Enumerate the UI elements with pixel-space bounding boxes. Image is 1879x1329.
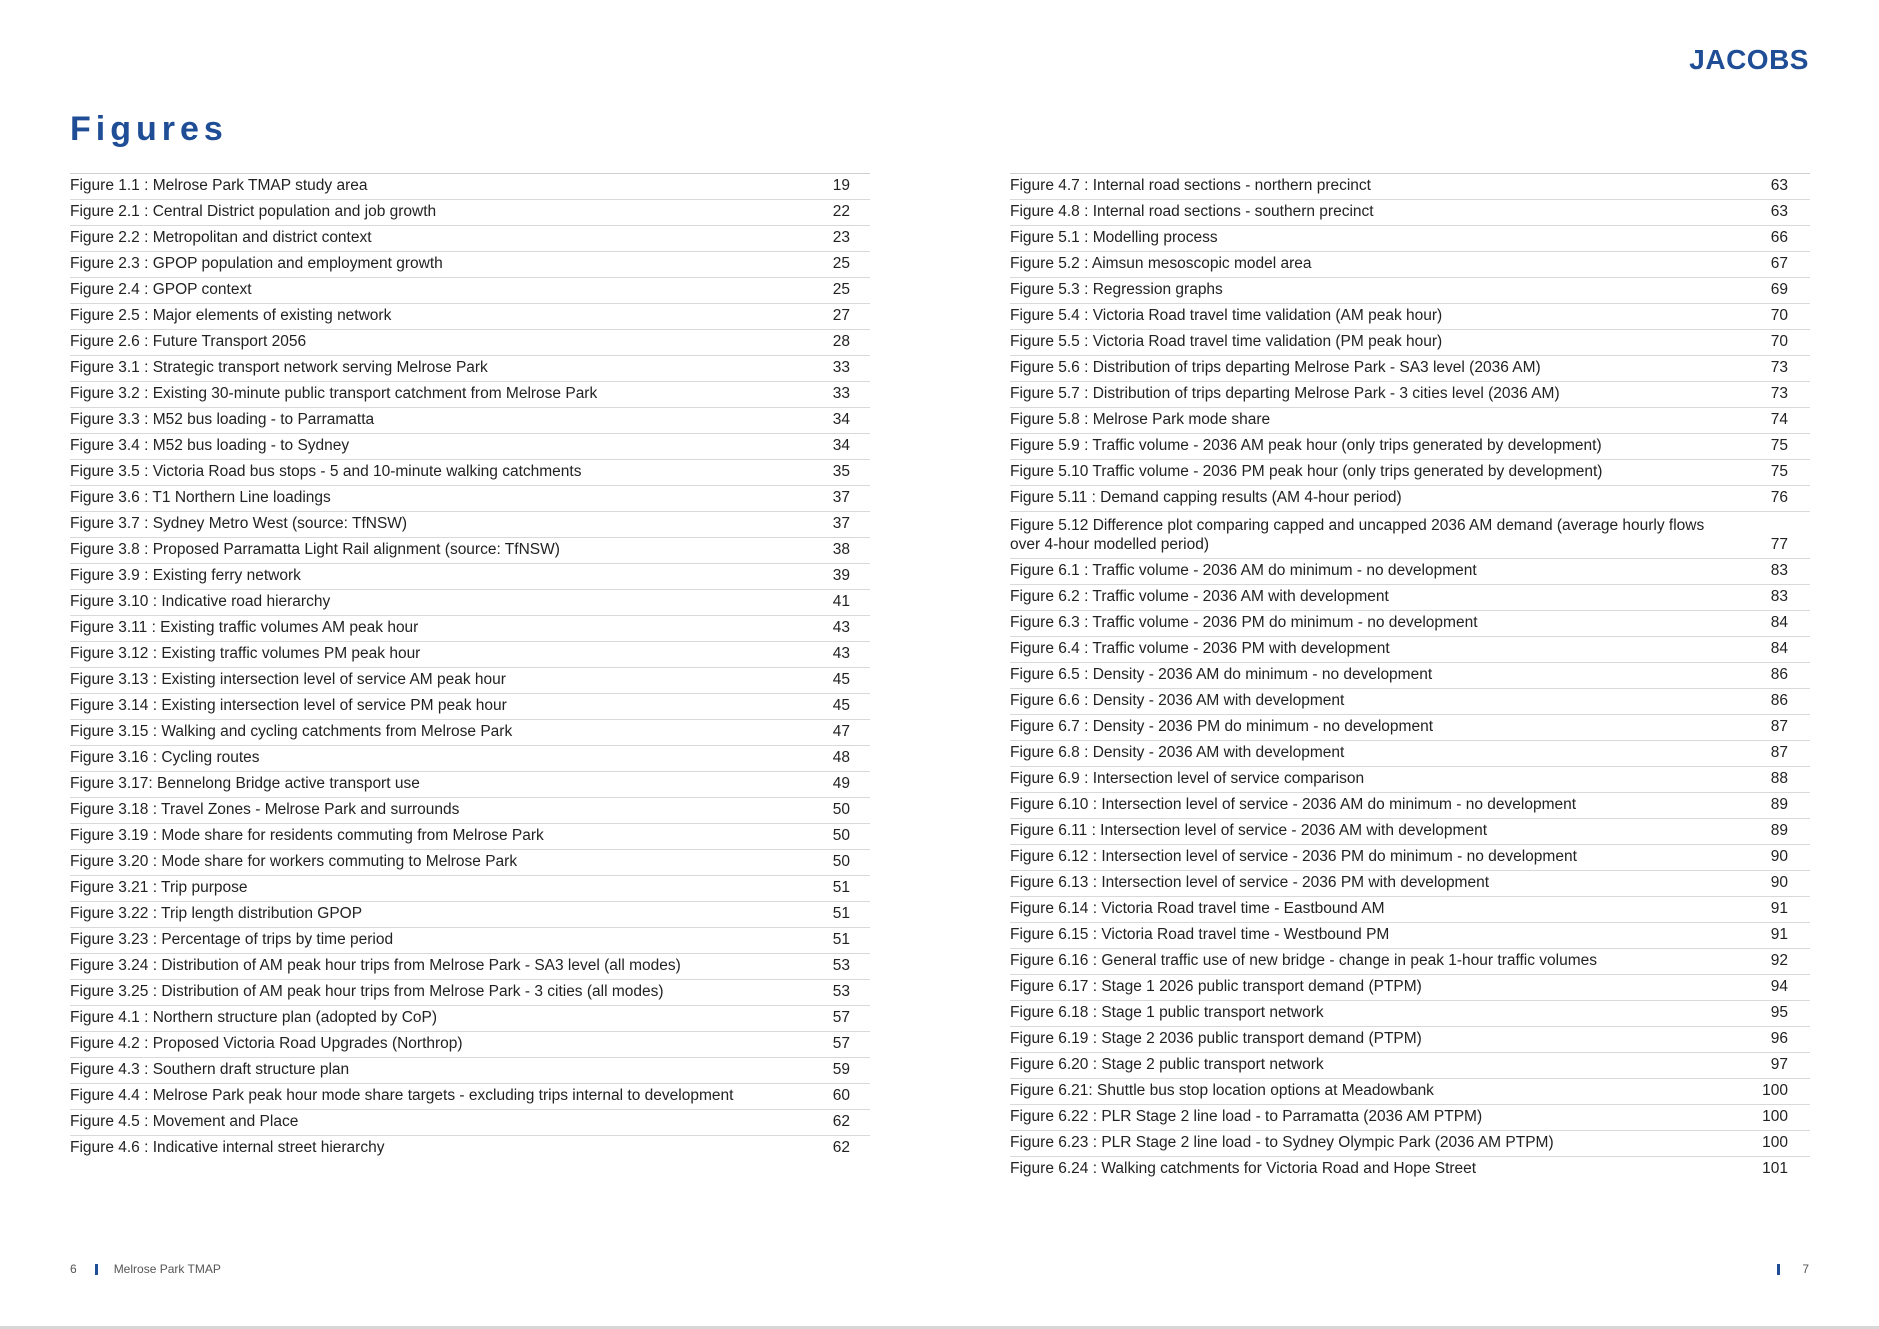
figure-entry-label: Figure 6.4 : Traffic volume - 2036 PM with development	[1010, 640, 1390, 657]
figure-entry-label: Figure 3.22 : Trip length distribution GPOP	[70, 905, 363, 922]
figure-entry[interactable]	[70, 407, 870, 433]
figure-entry-page: 63	[1770, 177, 1788, 194]
figure-entry-page: 60	[832, 1087, 850, 1104]
figure-entry[interactable]	[70, 225, 870, 251]
figure-entry-page: 50	[832, 853, 850, 870]
figure-entry[interactable]	[1010, 225, 1810, 251]
figure-entry-label: Figure 5.3 : Regression graphs	[1010, 281, 1223, 298]
figure-entry[interactable]	[1010, 433, 1810, 459]
figure-entry[interactable]	[70, 771, 870, 797]
figure-entry-label: Figure 3.15 : Walking and cycling catchments from Melrose Park	[70, 723, 513, 740]
figure-entry-label: Figure 6.22 : PLR Stage 2 line load - to Parramatta (2036 AM PTPM)	[1010, 1108, 1483, 1125]
figure-entry-label: Figure 6.23 : PLR Stage 2 line load - to Sydney Olympic Park (2036 AM PTPM)	[1010, 1134, 1554, 1151]
figure-entry[interactable]	[70, 641, 870, 667]
figure-entry-label: Figure 4.3 : Southern draft structure plan	[70, 1061, 350, 1078]
figure-entry[interactable]	[1010, 511, 1810, 558]
figure-entry[interactable]	[70, 1031, 870, 1057]
footer-right	[1777, 1262, 1809, 1276]
figure-entry[interactable]	[1010, 173, 1810, 199]
figure-entry-label: Figure 6.14 : Victoria Road travel time - Eastbound AM	[1010, 900, 1385, 917]
figure-entry[interactable]	[1010, 584, 1810, 610]
figure-entry[interactable]	[1010, 896, 1810, 922]
figure-entry[interactable]	[70, 485, 870, 511]
figure-entry-page: 74	[1770, 411, 1788, 428]
figure-entry[interactable]	[70, 589, 870, 615]
figure-entry[interactable]	[1010, 1156, 1810, 1182]
figure-entry[interactable]	[1010, 459, 1810, 485]
figure-entry-page: 37	[832, 489, 850, 506]
figure-entry-label: Figure 5.4 : Victoria Road travel time validation (AM peak hour)	[1010, 307, 1443, 324]
figure-entry[interactable]	[70, 381, 870, 407]
figure-entry[interactable]	[70, 1083, 870, 1109]
figure-entry-page: 34	[832, 437, 850, 454]
figure-entry-label: Figure 3.10 : Indicative road hierarchy	[70, 593, 331, 610]
figure-entry[interactable]	[1010, 766, 1810, 792]
figure-entry[interactable]	[70, 563, 870, 589]
figure-entry-label: Figure 6.11 : Intersection level of service - 2036 AM with development	[1010, 822, 1488, 839]
figure-list-left	[70, 173, 870, 1161]
figure-entry-label: Figure 6.7 : Density - 2036 PM do minimum - no development	[1010, 718, 1433, 735]
figure-entry-label: Figure 6.24 : Walking catchments for Victoria Road and Hope Street	[1010, 1160, 1477, 1177]
figure-entry[interactable]	[1010, 1000, 1810, 1026]
document-name: Melrose Park TMAP	[113, 1262, 221, 1276]
figure-entry[interactable]	[70, 1005, 870, 1031]
figure-entry-label: Figure 3.20 : Mode share for workers commuting to Melrose Park	[70, 853, 518, 870]
figure-entry[interactable]	[1010, 714, 1810, 740]
figure-entry-label: Figure 6.5 : Density - 2036 AM do minimum - no development	[1010, 666, 1433, 683]
figure-entry[interactable]	[1010, 199, 1810, 225]
figure-entry[interactable]	[70, 875, 870, 901]
figure-entry[interactable]	[1010, 740, 1810, 766]
figure-entry-page: 35	[832, 463, 850, 480]
figure-entry-page: 23	[832, 229, 850, 246]
figure-entry-label: Figure 6.15 : Victoria Road travel time - Westbound PM	[1010, 926, 1390, 943]
figure-entry-page: 86	[1770, 666, 1788, 683]
figure-entry-label: Figure 4.2 : Proposed Victoria Road Upgrades (Northrop)	[70, 1035, 463, 1052]
figure-entry-page: 73	[1770, 385, 1788, 402]
figure-entry-label: Figure 3.6 : T1 Northern Line loadings	[70, 489, 331, 506]
figure-entry-page: 97	[1770, 1056, 1788, 1073]
figure-entry-label: Figure 3.7 : Sydney Metro West (source: TfNSW)	[70, 515, 408, 532]
figure-entry-label: Figure 5.10 Traffic volume - 2036 PM peak hour (only trips generated by development)	[1010, 463, 1603, 480]
figure-entry-page: 51	[832, 905, 850, 922]
figure-entry[interactable]	[70, 979, 870, 1005]
figure-entry-label: Figure 6.17 : Stage 1 2026 public transport demand (PTPM)	[1010, 978, 1422, 995]
figure-entry-page: 48	[832, 749, 850, 766]
figure-entry-page: 45	[832, 671, 850, 688]
figure-entry[interactable]	[70, 719, 870, 745]
figure-entry[interactable]	[1010, 485, 1810, 511]
figure-entry-label: Figure 6.8 : Density - 2036 AM with development	[1010, 744, 1345, 761]
figure-entry-label: Figure 2.2 : Metropolitan and district context	[70, 229, 372, 246]
figure-entry-label: Figure 6.18 : Stage 1 public transport network	[1010, 1004, 1324, 1021]
page-title: Figures	[70, 110, 228, 148]
figure-entry-page: 22	[832, 203, 850, 220]
figure-entry-page: 96	[1770, 1030, 1788, 1047]
figure-entry-label: Figure 2.1 : Central District population and job growth	[70, 203, 437, 220]
figure-entry-page: 28	[832, 333, 850, 350]
figure-entry[interactable]	[70, 173, 870, 199]
figure-entry-page: 87	[1770, 718, 1788, 735]
figure-entry[interactable]	[1010, 1078, 1810, 1104]
figure-entry[interactable]	[1010, 355, 1810, 381]
figure-entry-label: Figure 2.3 : GPOP population and employment growth	[70, 255, 443, 272]
figure-entry[interactable]	[70, 1057, 870, 1083]
figure-entry[interactable]	[70, 849, 870, 875]
figure-entry-label: Figure 5.6 : Distribution of trips departing Melrose Park - SA3 level (2036 AM)	[1010, 359, 1541, 376]
figure-entry-label: Figure 5.5 : Victoria Road travel time validation (PM peak hour)	[1010, 333, 1443, 350]
figure-entry-label: Figure 6.10 : Intersection level of service - 2036 AM do minimum - no development	[1010, 796, 1577, 813]
figure-entry-page: 75	[1770, 437, 1788, 454]
figure-entry-label: Figure 6.19 : Stage 2 2036 public transport demand (PTPM)	[1010, 1030, 1422, 1047]
figure-entry[interactable]	[1010, 688, 1810, 714]
figure-entry-label: Figure 5.11 : Demand capping results (AM 4-hour period)	[1010, 489, 1402, 506]
figure-entry-label: Figure 3.13 : Existing intersection level of service AM peak hour	[70, 671, 506, 688]
figure-entry[interactable]	[1010, 407, 1810, 433]
figure-entry[interactable]	[70, 1109, 870, 1135]
figure-entry-page: 91	[1770, 900, 1788, 917]
figure-entry-page: 90	[1770, 848, 1788, 865]
figure-entry-label: Figure 1.1 : Melrose Park TMAP study area	[70, 177, 368, 194]
figure-entry-page: 84	[1770, 640, 1788, 657]
figure-entry-label: Figure 3.25 : Distribution of AM peak hour trips from Melrose Park - 3 cities (all modes)	[70, 983, 664, 1000]
figure-entry[interactable]	[70, 615, 870, 641]
figure-entry-page: 100	[1762, 1108, 1788, 1125]
figure-entry-page: 53	[832, 983, 850, 1000]
figure-entry[interactable]	[70, 927, 870, 953]
figure-entry-page: 43	[832, 645, 850, 662]
figure-entry-page: 95	[1770, 1004, 1788, 1021]
figure-entry-label: Figure 5.1 : Modelling process	[1010, 229, 1218, 246]
figure-entry-page: 34	[832, 411, 850, 428]
page-number-left: 6	[70, 1262, 77, 1276]
figure-entry-page: 25	[832, 281, 850, 298]
page-number-right: 7	[1802, 1262, 1809, 1276]
figure-entry-label: Figure 3.17: Bennelong Bridge active transport use	[70, 775, 420, 792]
footer-bar-right	[1777, 1264, 1780, 1275]
figure-entry-label: Figure 3.16 : Cycling routes	[70, 749, 260, 766]
figure-entry[interactable]	[1010, 870, 1810, 896]
figure-entry-page: 37	[832, 515, 850, 532]
figure-entry[interactable]	[70, 1135, 870, 1161]
figure-entry-page: 59	[832, 1061, 850, 1078]
figure-entry-page: 27	[832, 307, 850, 324]
figure-entry[interactable]	[1010, 1104, 1810, 1130]
figure-entry[interactable]	[1010, 844, 1810, 870]
figure-entry[interactable]	[1010, 948, 1810, 974]
figure-entry[interactable]	[70, 355, 870, 381]
footer-bar-left	[95, 1264, 98, 1275]
figure-entry[interactable]	[1010, 1052, 1810, 1078]
figure-entry-label: Figure 3.11 : Existing traffic volumes AM peak hour	[70, 619, 419, 636]
figure-entry-label: Figure 3.9 : Existing ferry network	[70, 567, 301, 584]
figure-entry-page: 77	[1770, 536, 1788, 553]
figure-entry[interactable]	[70, 823, 870, 849]
figure-entry[interactable]	[1010, 329, 1810, 355]
figure-entry[interactable]	[70, 277, 870, 303]
figure-entry-page: 94	[1770, 978, 1788, 995]
footer-left	[70, 1262, 221, 1276]
figure-entry-page: 38	[832, 541, 850, 558]
figure-entry-label: Figure 6.16 : General traffic use of new bridge - change in peak 1-hour traffic volumes	[1010, 952, 1598, 969]
figure-entry-page: 70	[1770, 333, 1788, 350]
figure-entry-label: Figure 3.24 : Distribution of AM peak hour trips from Melrose Park - SA3 level (all modes)	[70, 957, 681, 974]
figure-entry[interactable]	[1010, 636, 1810, 662]
figure-entry-label: Figure 6.6 : Density - 2036 AM with development	[1010, 692, 1345, 709]
figure-entry-page: 89	[1770, 796, 1788, 813]
figure-entry-label: Figure 4.1 : Northern structure plan (adopted by CoP)	[70, 1009, 438, 1026]
figure-entry[interactable]	[70, 251, 870, 277]
figure-entry-label: Figure 3.3 : M52 bus loading - to Parramatta	[70, 411, 375, 428]
figure-entry-page: 49	[832, 775, 850, 792]
figure-entry-label: Figure 5.8 : Melrose Park mode share	[1010, 411, 1271, 428]
figure-entry-page: 100	[1762, 1134, 1788, 1151]
figure-entry-label: Figure 6.3 : Traffic volume - 2036 PM do minimum - no development	[1010, 614, 1478, 631]
figure-entry[interactable]	[1010, 251, 1810, 277]
figure-entry-label: Figure 3.4 : M52 bus loading - to Sydney	[70, 437, 350, 454]
figure-entry[interactable]	[70, 693, 870, 719]
figure-entry-page: 41	[832, 593, 850, 610]
figure-entry-page: 83	[1770, 588, 1788, 605]
figure-entry-label: Figure 6.12 : Intersection level of service - 2036 PM do minimum - no development	[1010, 848, 1577, 865]
figure-entry-page: 89	[1770, 822, 1788, 839]
brand-logo: JACOBS	[1689, 44, 1809, 75]
figure-entry[interactable]	[1010, 610, 1810, 636]
figure-entry-label: Figure 6.9 : Intersection level of service comparison	[1010, 770, 1365, 787]
figure-entry[interactable]	[1010, 818, 1810, 844]
figure-entry-page: 63	[1770, 203, 1788, 220]
figure-entry-label: Figure 4.7 : Internal road sections - northern precinct	[1010, 177, 1371, 194]
figure-entry-page: 45	[832, 697, 850, 714]
figure-entry-page: 33	[832, 359, 850, 376]
figure-entry-page: 19	[832, 177, 850, 194]
figure-entry-label: Figure 3.19 : Mode share for residents commuting from Melrose Park	[70, 827, 544, 844]
figure-entry-page: 33	[832, 385, 850, 402]
figure-entry-label: Figure 3.12 : Existing traffic volumes PM peak hour	[70, 645, 421, 662]
figure-entry-page: 70	[1770, 307, 1788, 324]
figure-entry-page: 51	[832, 931, 850, 948]
figure-entry[interactable]	[70, 797, 870, 823]
figure-entry[interactable]	[70, 199, 870, 225]
figure-entry[interactable]	[70, 329, 870, 355]
figure-entry[interactable]	[1010, 974, 1810, 1000]
figure-entry-label: Figure 5.7 : Distribution of trips departing Melrose Park - 3 cities level (2036 AM)	[1010, 385, 1560, 402]
figure-entry-page: 69	[1770, 281, 1788, 298]
figure-entry-page: 100	[1762, 1082, 1788, 1099]
figure-entry[interactable]	[70, 303, 870, 329]
figure-entry-page: 87	[1770, 744, 1788, 761]
figure-entry-label: Figure 6.20 : Stage 2 public transport network	[1010, 1056, 1324, 1073]
figure-entry[interactable]	[70, 745, 870, 771]
figure-entry-page: 67	[1770, 255, 1788, 272]
figure-entry-label: Figure 6.21: Shuttle bus stop location options at Meadowbank	[1010, 1082, 1434, 1099]
figure-entry-label: Figure 5.2 : Aimsun mesoscopic model area	[1010, 255, 1312, 272]
figure-entry[interactable]	[1010, 662, 1810, 688]
figure-entry-label: Figure 3.5 : Victoria Road bus stops - 5 and 10-minute walking catchments	[70, 463, 582, 480]
figure-entry-page: 57	[832, 1035, 850, 1052]
figure-entry-page: 101	[1762, 1160, 1788, 1177]
figure-entry-label: Figure 3.1 : Strategic transport network serving Melrose Park	[70, 359, 488, 376]
figure-entry-label: Figure 3.21 : Trip purpose	[70, 879, 248, 896]
figure-entry[interactable]	[1010, 558, 1810, 584]
figure-entry-label: Figure 6.1 : Traffic volume - 2036 AM do minimum - no development	[1010, 562, 1477, 579]
figure-entry-label: Figure 3.18 : Travel Zones - Melrose Park and surrounds	[70, 801, 460, 818]
figure-entry-label: Figure 6.2 : Traffic volume - 2036 AM with development	[1010, 588, 1389, 605]
figure-entry[interactable]	[70, 511, 870, 537]
figure-entry[interactable]	[1010, 277, 1810, 303]
figure-entry-page: 86	[1770, 692, 1788, 709]
figure-entry-page: 83	[1770, 562, 1788, 579]
figure-entry[interactable]	[1010, 792, 1810, 818]
figure-entry-page: 84	[1770, 614, 1788, 631]
figure-entry[interactable]	[70, 459, 870, 485]
figure-entry-page: 76	[1770, 489, 1788, 506]
figure-entry-page: 43	[832, 619, 850, 636]
figure-entry-page: 53	[832, 957, 850, 974]
figure-entry-page: 57	[832, 1009, 850, 1026]
figure-entry-page: 91	[1770, 926, 1788, 943]
figure-entry-label: Figure 5.12 Difference plot comparing capped and uncapped 2036 AM demand (average hourly flows over 4-hour modelled period)	[1010, 517, 1705, 553]
figure-entry-page: 51	[832, 879, 850, 896]
figure-entry-page: 73	[1770, 359, 1788, 376]
figure-entry-page: 47	[832, 723, 850, 740]
figure-entry[interactable]	[1010, 1026, 1810, 1052]
figure-entry-page: 25	[832, 255, 850, 272]
figure-entry-label: Figure 3.8 : Proposed Parramatta Light Rail alignment (source: TfNSW)	[70, 541, 560, 558]
figure-entry-label: Figure 3.14 : Existing intersection level of service PM peak hour	[70, 697, 507, 714]
figure-entry-page: 88	[1770, 770, 1788, 787]
figure-entry[interactable]	[70, 537, 870, 563]
figure-entry[interactable]	[70, 901, 870, 927]
figure-entry-page: 90	[1770, 874, 1788, 891]
figure-entry-label: Figure 6.13 : Intersection level of service - 2036 PM with development	[1010, 874, 1490, 891]
figure-entry-page: 92	[1770, 952, 1788, 969]
figure-entry-label: Figure 4.8 : Internal road sections - southern precinct	[1010, 203, 1374, 220]
figure-entry-page: 66	[1770, 229, 1788, 246]
figure-entry-page: 62	[832, 1139, 850, 1156]
figure-entry-label: Figure 3.2 : Existing 30-minute public transport catchment from Melrose Park	[70, 385, 598, 402]
figure-entry[interactable]	[1010, 303, 1810, 329]
figure-list-right	[1010, 173, 1810, 1182]
figure-entry-label: Figure 3.23 : Percentage of trips by time period	[70, 931, 394, 948]
figure-entry-page: 50	[832, 827, 850, 844]
figure-entry[interactable]	[1010, 381, 1810, 407]
figure-entry-label: Figure 5.9 : Traffic volume - 2036 AM peak hour (only trips generated by development)	[1010, 437, 1602, 454]
figure-entry-page: 62	[832, 1113, 850, 1130]
figure-entry-label: Figure 2.4 : GPOP context	[70, 281, 252, 298]
figure-entry-page: 75	[1770, 463, 1788, 480]
figure-entry[interactable]	[70, 433, 870, 459]
figure-entry-label: Figure 4.6 : Indicative internal street hierarchy	[70, 1139, 385, 1156]
figure-entry[interactable]	[1010, 1130, 1810, 1156]
figure-entry[interactable]	[70, 953, 870, 979]
figure-entry-label: Figure 2.5 : Major elements of existing network	[70, 307, 392, 324]
figure-entry[interactable]	[1010, 922, 1810, 948]
figure-entry-label: Figure 4.4 : Melrose Park peak hour mode share targets - excluding trips internal to development	[70, 1087, 734, 1104]
figure-entry-label: Figure 2.6 : Future Transport 2056	[70, 333, 307, 350]
figure-entry[interactable]	[70, 667, 870, 693]
figure-entry-label: Figure 4.5 : Movement and Place	[70, 1113, 299, 1130]
figure-entry-page: 39	[832, 567, 850, 584]
figure-entry-page: 50	[832, 801, 850, 818]
